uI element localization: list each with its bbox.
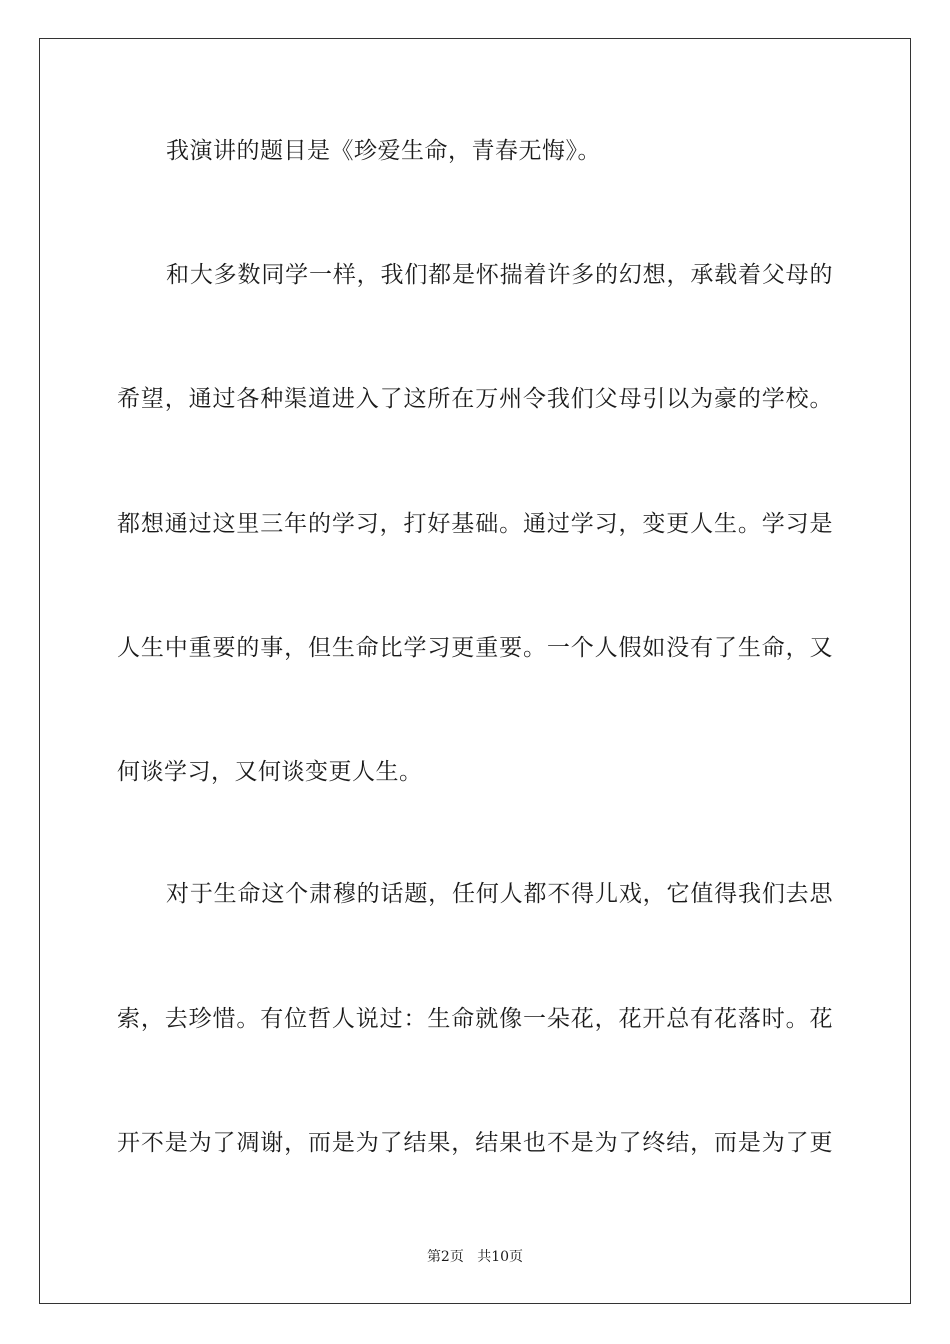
paragraph-2-line-5: 何谈学习，又何谈变更人生。 (117, 759, 423, 785)
paragraph-2-line-4: 人生中重要的事，但生命比学习更重要。一个人假如没有了生命，又 (117, 635, 833, 661)
page-frame (39, 38, 911, 1304)
paragraph-3-line-3: 开不是为了凋谢，而是为了结果，结果也不是为了终结，而是为了更 (117, 1130, 833, 1156)
paragraph-2-line-2: 希望，通过各种渠道进入了这所在万州令我们父母引以为豪的学校。 (117, 386, 833, 412)
paragraph-1-line-1: 我演讲的题目是《珍爱生命，青春无悔》。 (166, 138, 601, 164)
page-total: 共10页 (477, 1249, 524, 1265)
paragraph-3-line-2: 索，去珍惜。有位哲人说过：生命就像一朵花，花开总有花落时。花 (117, 1006, 833, 1032)
paragraph-2-line-3: 都想通过这里三年的学习，打好基础。通过学习，变更人生。学习是 (117, 511, 833, 537)
page-number: 第2页 (426, 1249, 464, 1265)
paragraph-2-line-1: 和大多数同学一样，我们都是怀揣着许多的幻想，承载着父母的 (166, 262, 833, 288)
paragraph-3-line-1: 对于生命这个肃穆的话题，任何人都不得儿戏，它值得我们去思 (166, 881, 833, 907)
page-footer (0, 1248, 950, 1266)
